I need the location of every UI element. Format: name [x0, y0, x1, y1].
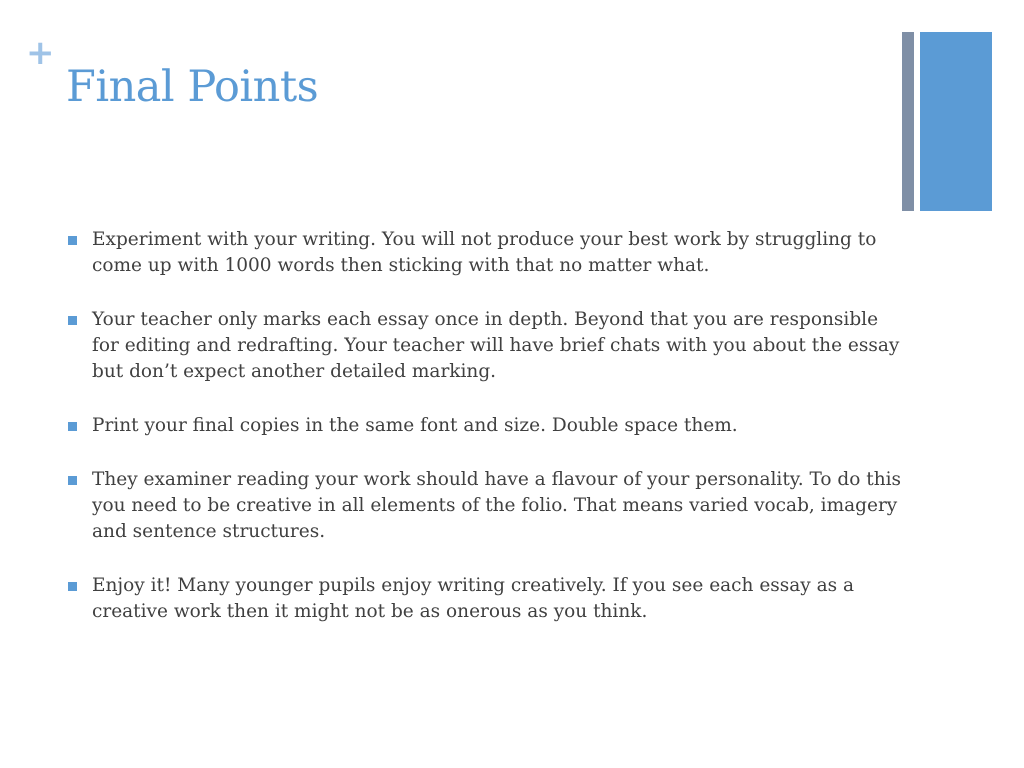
bullet-item	[68, 227, 908, 279]
plus-icon: +	[26, 33, 55, 73]
square-bullet-icon	[68, 582, 77, 591]
bullet-text: Print your final copies in the same font and size. Double space them.	[92, 415, 738, 436]
bullet-text: Experiment with your writing. You will not produce your best work by struggling to come up with 1000 words then sticking with that no matter what.	[92, 229, 877, 276]
slide-title: Final Points	[66, 62, 319, 112]
decorative-wide-bar	[920, 32, 992, 211]
bullet-item	[68, 467, 908, 545]
square-bullet-icon	[68, 422, 77, 431]
bullet-item	[68, 307, 908, 385]
bullet-text: They examiner reading your work should have a flavour of your personality. To do this you need to be creative in all elements of the folio. That means varied vocab, imagery and sentence structures.	[92, 469, 902, 542]
square-bullet-icon	[68, 316, 77, 325]
square-bullet-icon	[68, 476, 77, 485]
bullet-text: Your teacher only marks each essay once in depth. Beyond that you are responsible for editing and redrafting. Your teacher will have brief chats with you about the essay but don’t expect another detailed marking.	[92, 309, 900, 382]
bullet-list	[68, 227, 908, 653]
decorative-thin-bar	[902, 32, 914, 211]
bullet-item	[68, 573, 908, 625]
bullet-item	[68, 413, 908, 439]
square-bullet-icon	[68, 236, 77, 245]
bullet-text: Enjoy it! Many younger pupils enjoy writing creatively. If you see each essay as a creative work then it might not be as onerous as you think.	[92, 575, 855, 622]
